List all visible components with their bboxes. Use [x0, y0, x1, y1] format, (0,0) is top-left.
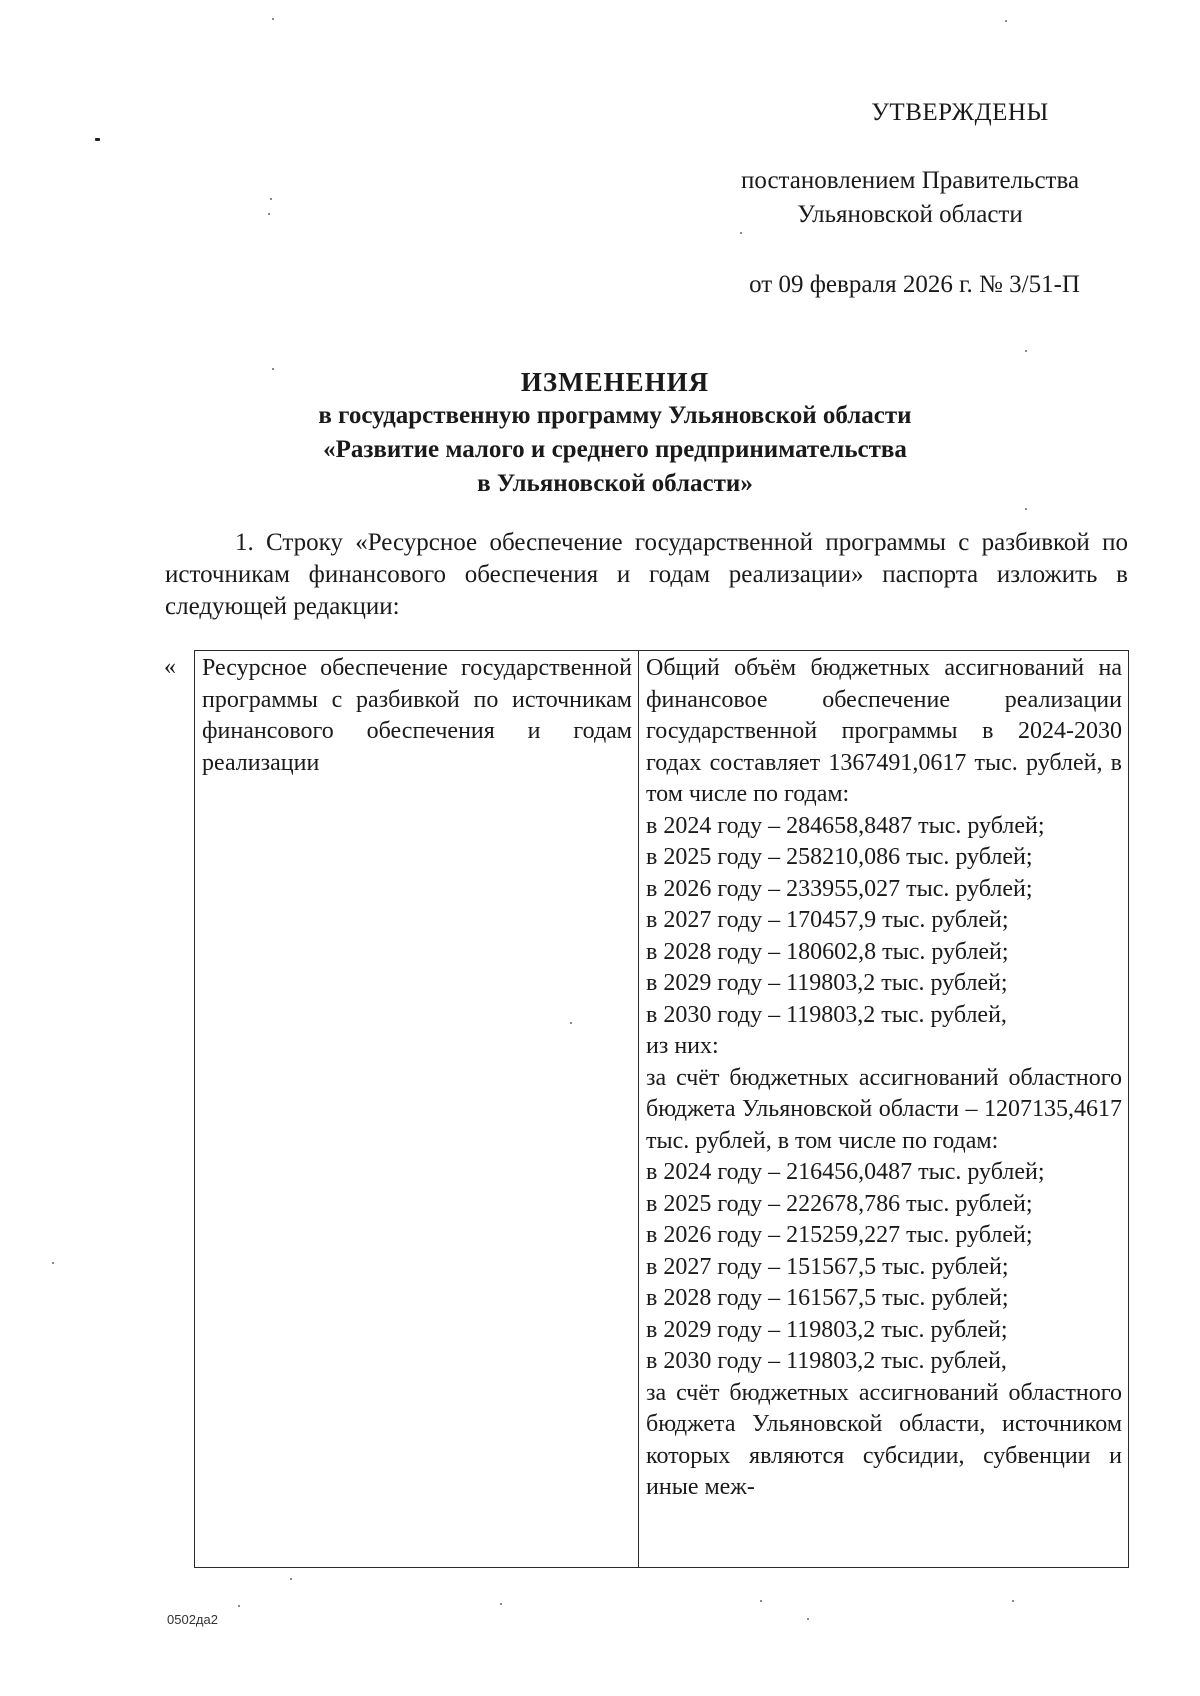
approved-by-line2: Ульяновской области	[797, 201, 1023, 228]
table-cell-value	[639, 651, 1129, 1568]
table-row	[195, 651, 1129, 1568]
opening-quote: «	[164, 654, 176, 680]
scan-speck	[1025, 508, 1027, 510]
total-intro: Общий объём бюджетных ассигнований на финансовое обеспечение реализации государственной программы в 2024-2030 годах составляет 1367491,0617 тыс. рублей, в том числе по годам:	[646, 655, 1122, 807]
scan-speck	[95, 138, 100, 141]
heading-line3: в Ульяновской области»	[477, 470, 753, 497]
total-year-2026: в 2026 году – 233955,027 тыс. рублей;	[646, 875, 1033, 902]
total-year-2025: в 2025 году – 258210,086 тыс. рублей;	[646, 844, 1033, 870]
regional-year-2026: в 2026 году – 215259,227 тыс. рублей;	[646, 1222, 1033, 1248]
subsidy-intro: за счёт бюджетных ассигнований областного бюджета Ульяновской области, источником которых являются субсидии, субвенции и иные меж-	[646, 1379, 1122, 1500]
scan-speck	[570, 1022, 572, 1024]
heading-line2: «Развитие малого и среднего предпринимательства	[323, 436, 907, 463]
scan-speck	[807, 1618, 809, 1620]
heading-line1: в государственную программу Ульяновской области	[318, 402, 912, 429]
total-year-2024: в 2024 году – 284658,8487 тыс. рублей;	[646, 812, 1045, 839]
total-year-2030: в 2030 году – 119803,2 тыс. рублей,	[646, 1001, 1007, 1028]
footer-code: 0502да2	[167, 1612, 218, 1627]
table-cell-label: Ресурсное обеспечение государственной программы с разбивкой по источникам финансового обеспечения и годам реализации	[195, 651, 639, 1568]
approved-label: УТВЕРЖДЕНЫ	[871, 99, 1049, 126]
total-year-2029: в 2029 году – 119803,2 тыс. рублей;	[646, 970, 1008, 996]
total-year-2028: в 2028 году – 180602,8 тыс. рублей;	[646, 938, 1009, 965]
scan-speck	[272, 368, 274, 370]
scan-speck	[268, 213, 270, 215]
approval-block	[700, 96, 1120, 302]
scan-speck	[1025, 350, 1027, 352]
regional-year-2024: в 2024 году – 216456,0487 тыс. рублей;	[646, 1159, 1045, 1185]
approved-by-line1: постановлением Правительства	[740, 167, 1080, 194]
of-them-label: из них:	[646, 1033, 719, 1059]
approval-date: от 09 февраля 2026 г. № 3/51-П	[749, 271, 1080, 298]
scan-speck	[272, 18, 274, 20]
scan-speck	[1005, 20, 1007, 22]
scan-speck	[500, 1603, 502, 1605]
scan-speck	[740, 232, 742, 234]
scan-speck	[270, 198, 272, 200]
regional-year-2028: в 2028 году – 161567,5 тыс. рублей;	[646, 1285, 1009, 1311]
regional-year-2025: в 2025 году – 222678,786 тыс. рублей;	[646, 1190, 1033, 1217]
regional-year-2029: в 2029 году – 119803,2 тыс. рублей;	[646, 1316, 1008, 1343]
regional-year-2027: в 2027 году – 151567,5 тыс. рублей;	[646, 1253, 1009, 1280]
regional-year-2030: в 2030 году – 119803,2 тыс. рублей,	[646, 1348, 1007, 1374]
paragraph-1: 1. Строку «Ресурсное обеспечение государственной программы с разбивкой по источникам финансового обеспечения и годам реализации» паспорта изложить в следующей редакции:	[165, 529, 1128, 620]
resource-table	[194, 650, 1129, 1568]
scan-speck	[1012, 1600, 1014, 1602]
total-year-2027: в 2027 году – 170457,9 тыс. рублей;	[646, 907, 1009, 933]
scan-speck	[760, 1600, 762, 1602]
scan-speck	[290, 1578, 292, 1580]
heading-title: ИЗМЕНЕНИЯ	[520, 367, 710, 397]
scan-speck	[238, 1605, 240, 1607]
regional-intro: за счёт бюджетных ассигнований областного бюджета Ульяновской области – 1207135,4617 тыс. рублей, в том числе по годам:	[646, 1064, 1122, 1154]
scan-speck	[52, 1262, 54, 1264]
document-heading	[200, 365, 1030, 501]
